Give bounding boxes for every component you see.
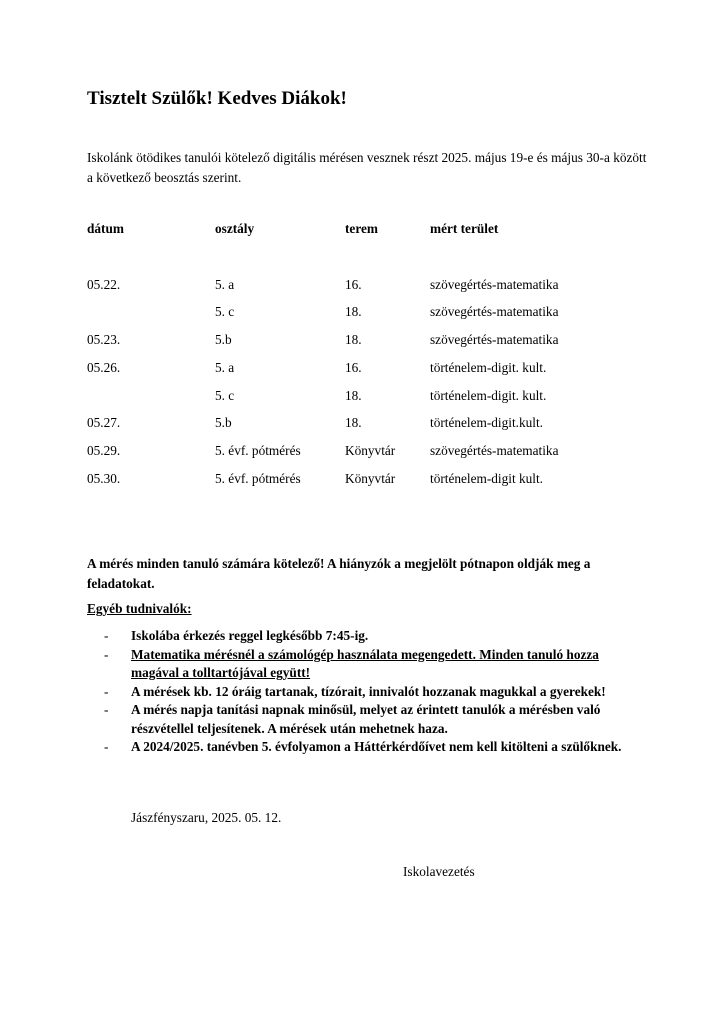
row-area: szövegértés-matematika — [430, 443, 559, 458]
row-class: 5. a — [215, 277, 235, 292]
row-class: 5. c — [215, 304, 235, 319]
row-area: szövegértés-matematika — [430, 332, 559, 347]
row-class: 5. évf. pótmérés — [215, 443, 301, 458]
list-item — [87, 627, 647, 646]
row-area: történelem-digit kult. — [430, 471, 543, 486]
dash-bullet: - — [104, 628, 109, 643]
row-room: 16. — [345, 360, 362, 375]
row-date: 05.26. — [87, 360, 121, 375]
note-text: A 2024/2025. tanévben 5. évfolyamon a Háttérkérdőívet nem kell kitölteni a szülőknek. — [131, 739, 622, 754]
row-room: 18. — [345, 304, 362, 319]
row-class: 5. c — [215, 388, 235, 403]
dash-bullet: - — [104, 683, 109, 699]
dash-bullet: - — [104, 739, 109, 754]
list-item — [87, 701, 647, 738]
dash-bullet: - — [104, 702, 109, 717]
row-date: 05.30. — [87, 471, 121, 486]
note-text: A mérések kb. 12 óráig tartanak, tízórait, innivalót hozzanak magukkal a gyerekek! — [131, 683, 606, 699]
note-text: Iskolába érkezés reggel legkésőbb 7:45-ig. — [131, 628, 369, 643]
row-room: Könyvtár — [345, 471, 396, 486]
row-date: 05.23. — [87, 332, 121, 347]
row-area: történelem-digit. kult. — [430, 388, 547, 403]
row-room: 18. — [345, 415, 362, 430]
header-class: osztály — [215, 221, 255, 236]
notes-list — [87, 627, 647, 757]
row-room: 16. — [345, 277, 362, 292]
note-text: Matematika mérésnél a számológép használata megengedett. Minden tanuló hozza magával a tolltartójával együtt! — [131, 646, 599, 680]
row-area: szövegértés-matematika — [430, 277, 559, 292]
row-area: szövegértés-matematika — [430, 304, 559, 319]
row-room: Könyvtár — [345, 443, 396, 458]
dash-bullet: - — [104, 646, 109, 662]
list-item — [87, 738, 647, 757]
row-room: 18. — [345, 332, 362, 347]
header-date: dátum — [87, 221, 124, 236]
list-item — [87, 683, 647, 702]
row-date: 05.22. — [87, 277, 121, 292]
row-class: 5. évf. pótmérés — [215, 471, 301, 486]
row-class: 5.b — [215, 415, 232, 430]
mandatory-notice: A mérés minden tanuló számára kötelező! A hiányzók a megjelölt pótnapon oldják meg a feladatokat. — [87, 556, 591, 591]
row-area: történelem-digit.kult. — [430, 415, 543, 430]
other-info-title: Egyéb tudnivalók: — [87, 601, 192, 616]
row-class: 5.b — [215, 332, 232, 347]
row-area: történelem-digit. kult. — [430, 360, 547, 375]
intro-paragraph: Iskolánk ötödikes tanulói kötelező digitális mérésen vesznek részt 2025. május 19-e és május 30-a között a következő beosztás szerint. — [87, 150, 647, 185]
header-area: mért terület — [430, 221, 499, 236]
note-text: A mérés napja tanítási napnak minősül, melyet az érintett tanulók a mérésben való részvétellel teljesítenek. A mérések után mehetnek haza. — [131, 702, 601, 736]
row-class: 5. a — [215, 360, 235, 375]
signature: Iskolavezetés — [403, 864, 475, 879]
place-and-date: Jászfényszaru, 2025. 05. 12. — [131, 810, 282, 825]
row-date: 05.27. — [87, 415, 121, 430]
row-date: 05.29. — [87, 443, 121, 458]
row-room: 18. — [345, 388, 362, 403]
page-title: Tisztelt Szülők! Kedves Diákok! — [87, 88, 347, 109]
header-room: terem — [345, 221, 378, 236]
list-item — [87, 646, 647, 683]
